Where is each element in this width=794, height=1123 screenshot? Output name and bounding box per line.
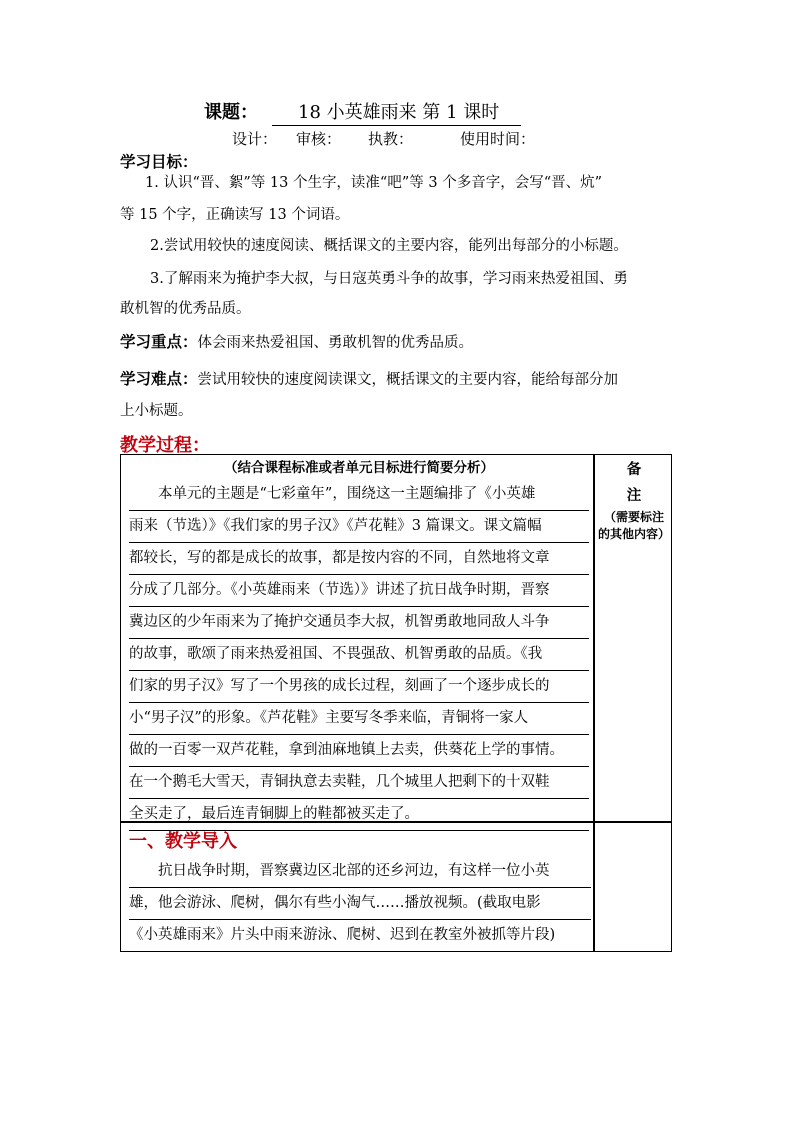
goal-1-line-1: 1. 认识“晋、絮”等 13 个生字，读准“吧”等 3 个多音字，会写“晋、炕” — [145, 175, 603, 191]
section1-line: 雄，他会游泳、爬树，偶尔有些小淘气……播放视频。(截取电影 — [129, 888, 591, 920]
notes-column — [595, 457, 673, 543]
meta-time: 使用时间： — [460, 130, 536, 148]
analysis-line: 的故事，歌颂了雨来热爱祖国、不畏强敌、机智勇敢的品质。《我 — [129, 639, 589, 671]
meta-teacher: 执教： — [368, 130, 414, 148]
key-point-label: 学习重点： — [120, 332, 198, 351]
title-value: 18 小英雄雨来 第 1 课时 — [272, 98, 521, 126]
difficulty — [120, 364, 618, 395]
section1-heading: 一、教学导入 — [129, 831, 237, 852]
notes-hint-2: 的其他内容） — [597, 527, 670, 541]
analysis-line: 小“男子汉”的形象。《芦花鞋》主要写冬季来临，青铜将一家人 — [129, 703, 589, 735]
section1-line: 抗日战争时期，晋察冀边区北部的还乡河边，有这样一位小英 — [129, 856, 591, 888]
goals-heading: 学习目标： — [120, 152, 198, 171]
goal-1-line-2: 等 15 个字，正确读写 13 个词语。 — [120, 207, 350, 223]
section1-line: 《小英雄雨来》片头中雨来游泳、爬树、迟到在教室外被抓等片段) — [129, 920, 591, 952]
notes-hint-1: （需要标注 — [603, 510, 664, 524]
meta-design: 设计： — [232, 130, 278, 148]
key-point — [120, 327, 473, 358]
title-label: 课题： — [204, 102, 258, 123]
difficulty-label: 学习难点： — [120, 369, 198, 388]
analysis-line: 做的一百零一双芦花鞋，拿到油麻地镇上去卖，供葵花上学的事情。 — [129, 735, 589, 767]
analysis-cell — [129, 457, 589, 831]
goal-2: 2.尝试用较快的速度阅读、概括课文的主要内容，能列出每部分的小标题。 — [150, 238, 628, 254]
goal-3-line-1: 3.了解雨来为掩护李大叔，与日寇英勇斗争的故事，学习雨来热爱祖国、勇 — [150, 271, 628, 287]
analysis-line: 冀边区的少年雨来为了掩护交通员李大叔，机智勇敢地同敌人斗争 — [129, 607, 589, 639]
analysis-line: 全买走了，最后连青铜脚上的鞋都被买走了。 — [129, 799, 589, 831]
difficulty-line-1: 尝试用较快的速度阅读课文，概括课文的主要内容，能给每部分加 — [197, 372, 619, 388]
analysis-line: 们家的男子汉》写了一个男孩的成长过程，刻画了一个逐步成长的 — [129, 671, 589, 703]
goal-3-line-2: 敢机智的优秀品质。 — [120, 301, 251, 317]
intro-cell — [129, 828, 591, 952]
notes-heading-2: 注 — [626, 487, 642, 504]
difficulty-line-2: 上小标题。 — [120, 403, 193, 419]
analysis-line: 分成了几部分。《小英雄雨来（节选）》讲述了抗日战争时期，晋察 — [129, 575, 589, 607]
lesson-title — [204, 98, 521, 126]
analysis-header: （结合课程标准或者单元目标进行简要分析） — [224, 460, 494, 476]
key-point-text: 体会雨来热爱祖国、勇敢机智的优秀品质。 — [197, 335, 474, 351]
notes-heading-1: 备 — [626, 461, 642, 478]
analysis-line: 雨来（节选）》《我们家的男子汉》《芦花鞋》3 篇课文。课文篇幅 — [129, 511, 589, 543]
analysis-line: 本单元的主题是“七彩童年”，围绕这一主题编排了《小英雄 — [129, 479, 589, 511]
analysis-line: 都较长，写的都是成长的故事，都是按内容的不同，自然地将文章 — [129, 543, 589, 575]
lesson-table — [120, 454, 672, 952]
process-heading: 教学过程： — [120, 435, 210, 456]
meta-review: 审核： — [296, 130, 342, 148]
analysis-line: 在一个鹅毛大雪天，青铜执意去卖鞋，几个城里人把剩下的十双鞋 — [129, 767, 589, 799]
